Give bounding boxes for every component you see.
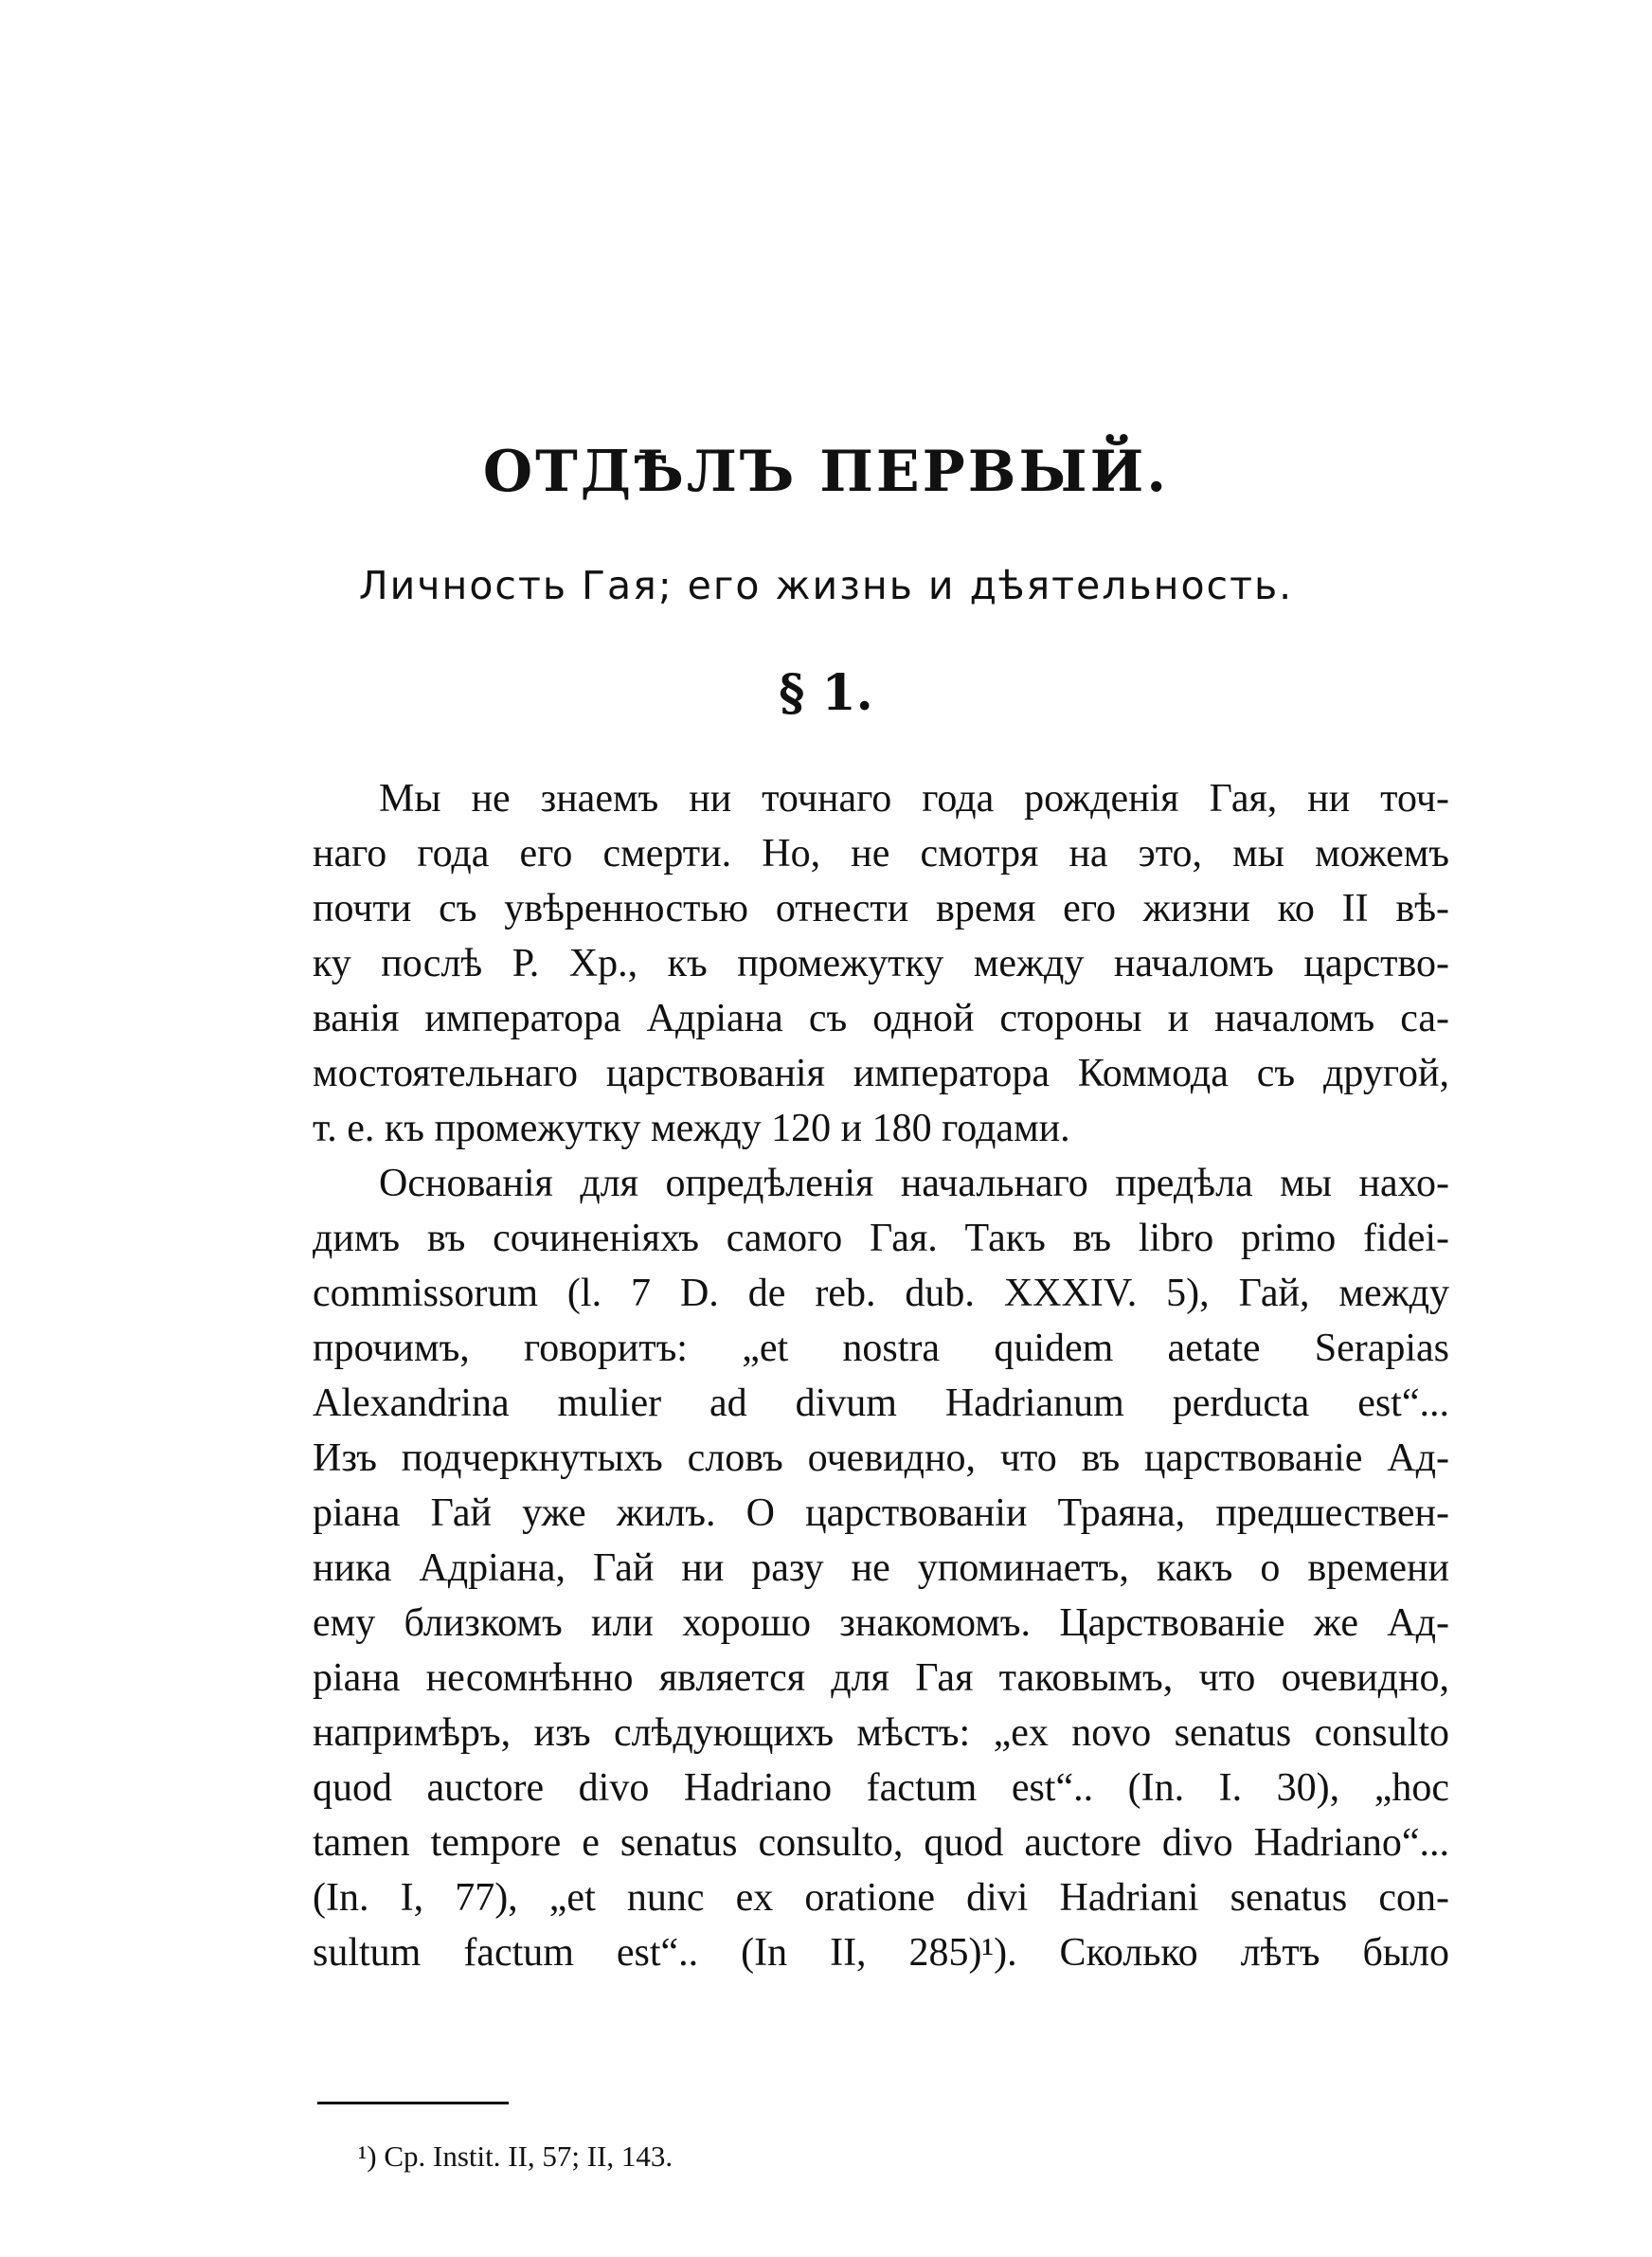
text-line: ванія императора Адріана съ одной стороны и началомъ са-	[313, 997, 1449, 1040]
text-line: (In. I, 77), „et nunc ex oratione divi Hadriani senatus con-	[313, 1876, 1449, 1920]
text-line: ріана Гай уже жилъ. О царствованіи Траяна, предшествен-	[313, 1491, 1449, 1535]
text-line: ему близкомъ или хорошо знакомомъ. Царствованіе же Ад-	[313, 1601, 1449, 1645]
text-line: Alexandrina mulier ad divum Hadrianum perducta est“...	[313, 1381, 1449, 1425]
text-line: ріана несомнѣнно является для Гая таковымъ, что очевидно,	[313, 1656, 1449, 1700]
text-line: Мы не знаемъ ни точнаго года рожденія Гая, ни точ-	[379, 777, 1449, 821]
paragraph-number: § 1.	[779, 664, 873, 722]
text-line: ника Адріана, Гай ни разу не упоминаетъ, какъ о времени	[313, 1546, 1449, 1590]
text-line: quod auctore divo Hadriano factum est“.. (In. I. 30), „hoc	[313, 1766, 1449, 1810]
text-line: наго года его смерти. Но, не смотря на это, мы можемъ	[313, 832, 1449, 876]
text-line: Изъ подчеркнутыхъ словъ очевидно, что въ царствованіе Ад-	[313, 1436, 1449, 1480]
text-line: мостоятельнаго царствованія императора Коммода съ другой,	[313, 1052, 1449, 1095]
text-line: ку послѣ Р. Хр., къ промежутку между началомъ царство-	[313, 942, 1449, 985]
text-line: т. е. къ промежутку между 120 и 180 годами.	[313, 1107, 1070, 1150]
text-line: напримѣръ, изъ слѣдующихъ мѣстъ: „ex novo senatus consulto	[313, 1711, 1449, 1755]
text-line: прочимъ, говоритъ: „et nostra quidem aetate Serapias	[313, 1327, 1449, 1370]
text-line: sultum factum est“.. (In II, 285)¹). Сколько лѣтъ было	[313, 1931, 1449, 1975]
text-line: почти съ увѣренностью отнести время его жизни ко II вѣ-	[313, 887, 1449, 930]
footnote-divider	[317, 2102, 509, 2104]
footnote: ¹) Ср. Instit. II, 57; II, 143.	[358, 2140, 673, 2173]
text-line: commissorum (l. 7 D. de reb. dub. XXXIV. 5), Гай, между	[313, 1272, 1449, 1315]
text-line: Основанія для опредѣленія начальнаго предѣла мы нахо-	[379, 1162, 1449, 1205]
chapter-subtitle: Личность Гая; его жизнь и дѣятельность.	[358, 563, 1294, 608]
text-line: димъ въ сочиненіяхъ самого Гая. Такъ въ libro primo fidei-	[313, 1217, 1449, 1260]
text-line: tamen tempore e senatus consulto, quod auctore divo Hadriano“...	[313, 1821, 1449, 1865]
section-title: ОТДѢЛЪ ПЕРВЫЙ.	[482, 439, 1170, 505]
